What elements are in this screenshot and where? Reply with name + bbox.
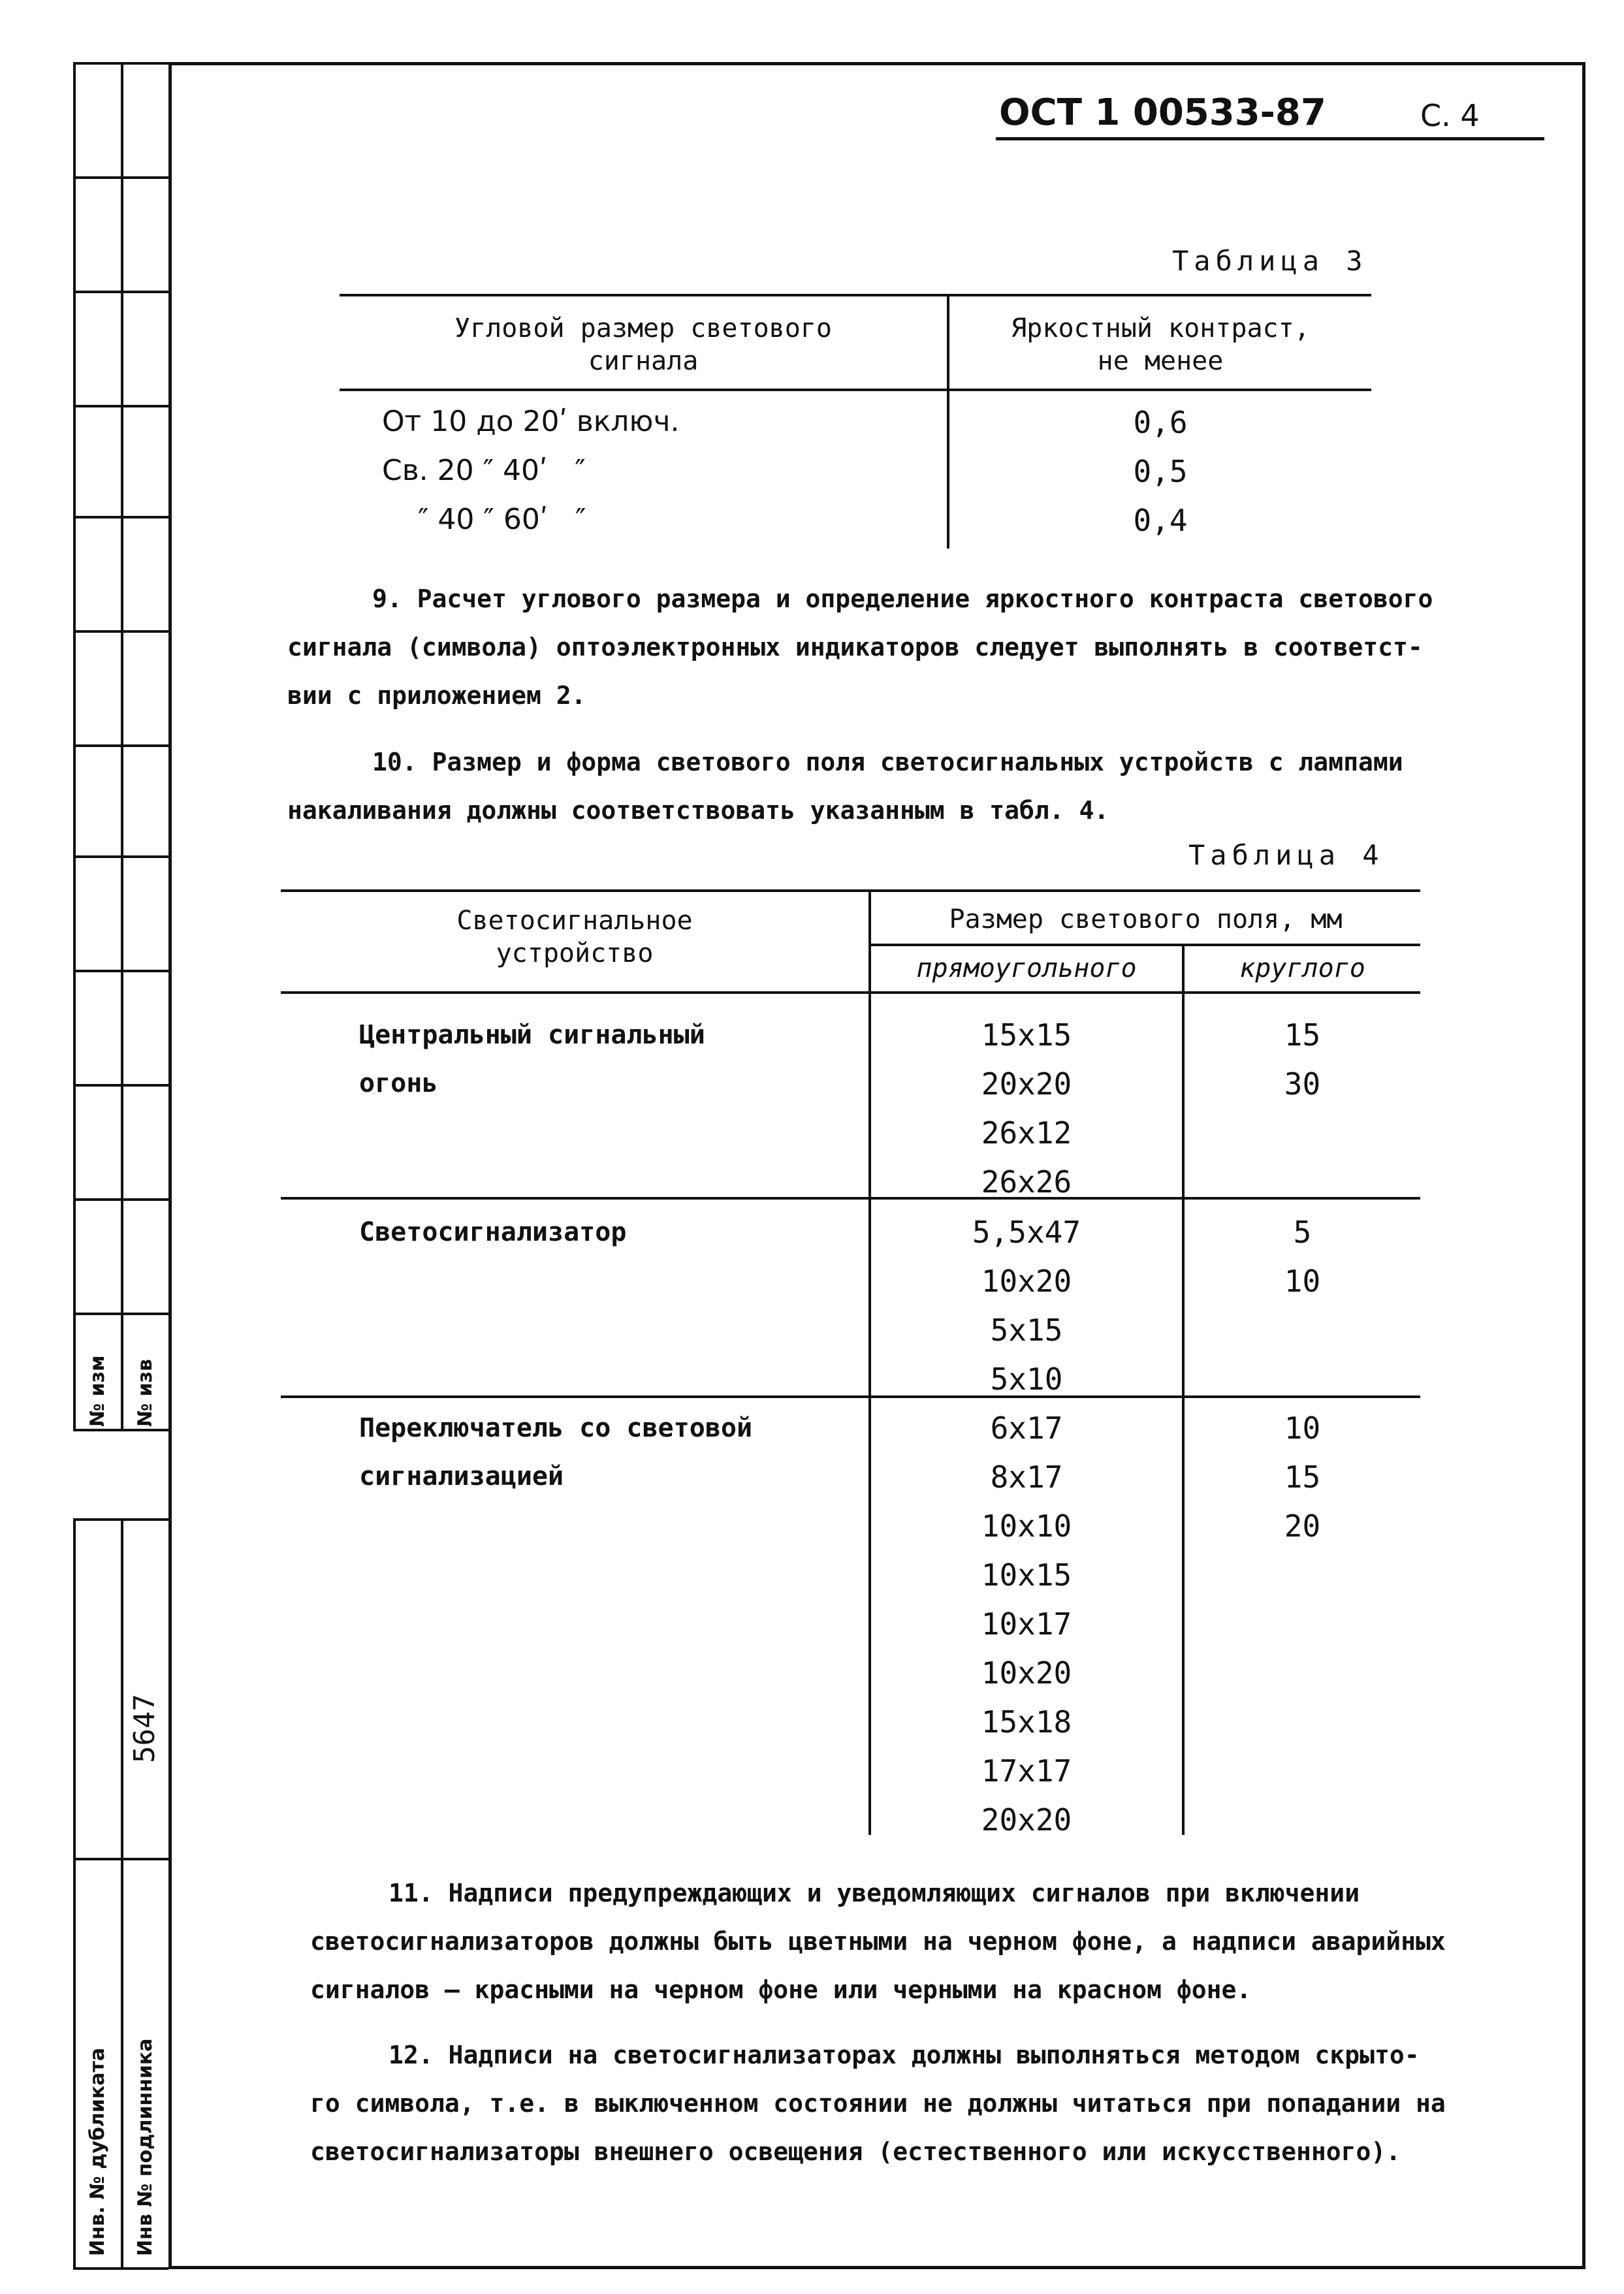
table4-g1-device-line2: огонь <box>359 1068 438 1098</box>
table3-col2-line1: Яркостный контраст, <box>1011 313 1310 343</box>
table4-g3-round-1: 10 <box>1284 1410 1321 1446</box>
table3-col1-line2: сигнала <box>588 346 699 376</box>
table4-col-device-line1: Светосигнальное <box>456 906 693 936</box>
table4-g3-rect-5: 10x17 <box>981 1606 1072 1642</box>
table4-g3-round-3: 20 <box>1284 1508 1321 1544</box>
table4-g2-rect-4: 5x10 <box>990 1362 1063 1397</box>
inventory-number: 5647 <box>128 1694 161 1763</box>
document-code: ОСТ 1 00533-87 <box>999 91 1326 134</box>
paragraph-11: 11. Надписи предупреждающих и уведомляющих сигналов при включении светосигнализаторов должны быть цветными на черном фоне, а надписи аварийных сигналов – красными на черном фоне или черными на красном фоне. <box>310 1879 1446 2004</box>
table4-g1-rect-3: 26x12 <box>981 1115 1072 1151</box>
table3-col1-line1: Угловой размер светового <box>454 313 832 343</box>
table4-g1-round-1: 15 <box>1284 1017 1321 1053</box>
izv-label: № изв <box>134 1359 157 1427</box>
table3-row2-value: 0,5 <box>1133 454 1188 489</box>
table3-col2-line2: не менее <box>1097 346 1224 376</box>
table4-g2-rect-3: 5x15 <box>990 1313 1063 1348</box>
table4-g1-device-line1: Центральный сигнальный <box>359 1020 705 1050</box>
table4-label: Таблица 4 <box>1188 839 1384 871</box>
page-number: С. 4 <box>1420 98 1480 133</box>
table4-g3-rect-2: 8x17 <box>990 1459 1063 1495</box>
table4-col-round: круглого <box>1239 953 1365 983</box>
table4-g3-device-line2: сигнализацией <box>359 1461 564 1491</box>
table4-g2-rect-1: 5,5x47 <box>972 1215 1081 1250</box>
table4-g1-rect-2: 20x20 <box>981 1066 1072 1102</box>
table4-col-size: Размер светового поля, мм <box>949 904 1343 934</box>
podlinnika-label: Инв № подлинника <box>134 2038 157 2256</box>
table3-row1-size: От 10 до 20ʹ включ. <box>382 405 680 438</box>
table4-g3-rect-6: 10x20 <box>981 1655 1072 1691</box>
table3-row3-value: 0,4 <box>1133 503 1188 538</box>
table3-row1-value: 0,6 <box>1133 405 1188 440</box>
table4-g3-device-line1: Переключатель со световой <box>359 1413 753 1443</box>
table4-col-rect: прямоугольного <box>916 953 1137 983</box>
table4-g3-rect-9: 20x20 <box>981 1802 1072 1838</box>
table4-col-device-line2: устройство <box>496 938 654 968</box>
table4-g3-rect-4: 10x15 <box>981 1557 1072 1593</box>
table4-g3-rect-8: 17x17 <box>981 1753 1072 1789</box>
table3-row3-size: ″ 40 ″ 60ʹ ″ <box>418 503 586 536</box>
table3-row2-size: Св. 20 ″ 40ʹ ″ <box>382 454 586 487</box>
izm-label: № изм <box>86 1355 109 1427</box>
table4-g2-round-1: 5 <box>1293 1215 1312 1250</box>
paragraph-12: 12. Надписи на светосигнализаторах должны выполняться методом скрыто- го символа, т.е. в выключенном состоянии не должны читаться при попадании на светосигнализаторы внешнего освещения (естественного или искусственного). <box>310 2041 1446 2166</box>
table4-g3-rect-3: 10x10 <box>981 1508 1072 1544</box>
header-underline <box>996 137 1544 140</box>
paragraph-10: 10. Размер и форма светового поля светосигнальных устройств с лампами накаливания должны соответствовать указанным в табл. 4. <box>287 748 1403 825</box>
table4-g1-rect-1: 15x15 <box>981 1017 1072 1053</box>
table4-g3-rect-1: 6x17 <box>990 1410 1063 1446</box>
table4-g2-rect-2: 10x20 <box>981 1264 1072 1299</box>
table4-g3-rect-7: 15x18 <box>981 1704 1072 1740</box>
table4-g1-round-2: 30 <box>1284 1066 1321 1102</box>
table4-g3-round-2: 15 <box>1284 1459 1321 1495</box>
table4-g1-rect-4: 26x26 <box>981 1164 1072 1200</box>
dublikata-label: Инв. № дубликата <box>86 2047 109 2256</box>
paragraph-9: 9. Расчет углового размера и определение яркостного контраста светового сигнала (символа) оптоэлектронных индикаторов следует выполнять в соответст- вии с приложением 2. <box>287 584 1433 710</box>
table4-g2-device-line1: Светосигнализатор <box>359 1217 627 1247</box>
table3-label: Таблица 3 <box>1172 245 1368 277</box>
table4-g2-round-2: 10 <box>1284 1264 1321 1299</box>
